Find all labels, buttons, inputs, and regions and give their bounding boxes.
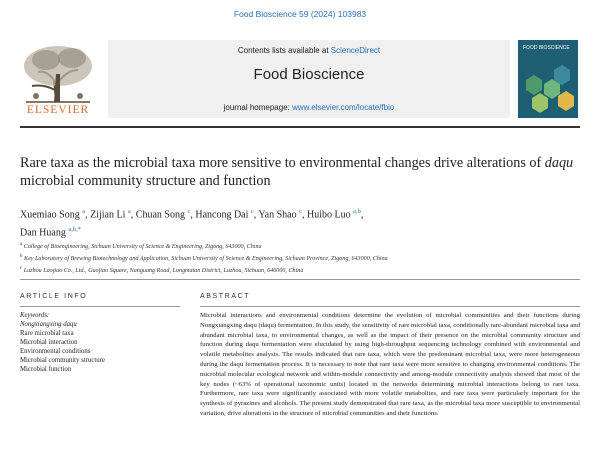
article-title [20, 154, 580, 190]
journal-title: Food Bioscience [253, 66, 365, 83]
keyword [20, 320, 180, 329]
sciencedirect-link[interactable]: ScienceDirect [330, 46, 381, 55]
keyword: Microbial community structure [20, 357, 105, 364]
author-list: Xuemiao Song $^a$, Zijian Li $^a$, Chuan Song $^c$, Hancong Dai $^c$, Yan Shao $^c$, Huibo Luo $^{a,b}$, Dan Huang $^{a,b,*}$ [20, 208, 364, 239]
author-affil-sup[interactable]: c [299, 208, 302, 215]
author-affil-sup[interactable]: a,b,* [68, 226, 81, 234]
keyword: Microbial function [20, 366, 72, 373]
abstract-text: Microbial interactions and environmental conditions determine the evolution of microbial communities and their functions during Nongxiangxing daqu (daqu) fermentation. In this study, the sensitivity of rare microbial taxa, conditionally rare-abundant microbial taxa and abundant microbial taxa, to environmental changes, as well as the impact of their presence on the microbial community structure and function during daqu fermentation were elucidated by using high-throughput sequencing technology combined with environmental and volatile metabolites analysis. The results indicated that rare taxa, which were the predominant microbial taxa, were more heterogeneous during the daqu fermentation process. It is necessary to note that rare taxa were more sensitive to changing environmental conditions. The microbial molecular ecological network and within-module connectivity and among-module connectivity analysis showed that most of the key nodes (~63% of operational taxonomic units) located in the networks determining microbial interactions belong to rare taxa. Furthermore, rare taxa were significantly associated with more volatile metabolites, and rare taxa were particularly important for the synthesis of pyrazines and alcohols. The present study demonstrated that rare taxa, as the microbial taxa more susceptible to environmental variation, drive alterations in the structure of microbial communities and their functions. [200, 312, 580, 417]
keywords-label: Keywords: [20, 312, 50, 319]
author-affil-sup[interactable]: a,b [353, 208, 361, 215]
author[interactable]: Xuemiao Song [20, 209, 80, 221]
journal-homepage-line [108, 103, 510, 112]
title-part-1: Rare taxa as the microbial taxa more sensitive to environmental changes drive alterations of [20, 155, 545, 171]
contents-prefix: Contents lists available at [237, 46, 331, 55]
section-divider [20, 279, 580, 280]
author-affil-sup[interactable]: c [187, 208, 191, 215]
author[interactable]: Zijian Li [90, 209, 126, 221]
abstract-rule [200, 306, 580, 307]
author[interactable]: Chuan Song [135, 209, 185, 221]
affiliations [20, 240, 580, 276]
affiliation-sup: a [20, 242, 23, 247]
cover-journal-name: FOOD BIOSCIENCE [523, 45, 570, 51]
affiliation-sup: c [20, 266, 23, 272]
homepage-link[interactable]: www.elsevier.com/locate/fbio [292, 103, 395, 112]
abstract-heading: ABSTRACT [200, 293, 251, 300]
author[interactable]: Hancong Dai [195, 209, 249, 221]
author-affil-sup[interactable]: a [127, 208, 131, 215]
journal-cover-thumbnail[interactable] [518, 40, 578, 118]
affiliation-text: Key Laboratory of Brewing Biotechnology and Application, Sichuan University of Science & Engineering, Sichuan Province, Zigong, 643000, China [24, 256, 388, 263]
keyword-text: Nongxiangxing daqu [20, 321, 77, 328]
keyword: Rare microbial taxa [20, 330, 74, 337]
affiliation [20, 252, 580, 264]
author[interactable]: Yan Shao [258, 209, 297, 221]
author-affil-sup[interactable]: a [82, 208, 86, 215]
title-part-2: microbial community structure and function [20, 173, 271, 189]
article-info-heading: ARTICLE INFO [20, 293, 88, 300]
keyword: Microbial interaction [20, 339, 78, 346]
journal-reference[interactable]: Food Bioscience 59 (2024) 103983 [233, 9, 367, 19]
affiliation [20, 264, 580, 276]
keywords-block [20, 311, 180, 374]
author[interactable]: Huibo Luo [306, 209, 351, 221]
affiliation-sup: b [20, 254, 23, 260]
title-italic: daqu [544, 155, 574, 171]
cover-art [518, 40, 578, 118]
article-info-rule [20, 306, 180, 307]
homepage-prefix: journal homepage: [223, 103, 293, 112]
affiliation-text: College of Bioengineering, Sichuan University of Science & Engineering, Zigong, 643000, China [23, 244, 262, 251]
header-divider [20, 126, 580, 128]
author-affil-sup[interactable]: c [250, 208, 254, 215]
affiliation [20, 240, 580, 252]
keyword: Environmental conditions [20, 348, 91, 355]
elsevier-wordmark[interactable]: ELSEVIER [26, 104, 90, 116]
affiliation-text: Luzhou Laojiao Co., Ltd., Guojiao Square, Nanguang Road, Longmatan District, Luzhou, Sichuan, 646000, China [23, 268, 304, 275]
author[interactable]: Dan Huang [20, 227, 66, 239]
contents-line [108, 46, 510, 55]
